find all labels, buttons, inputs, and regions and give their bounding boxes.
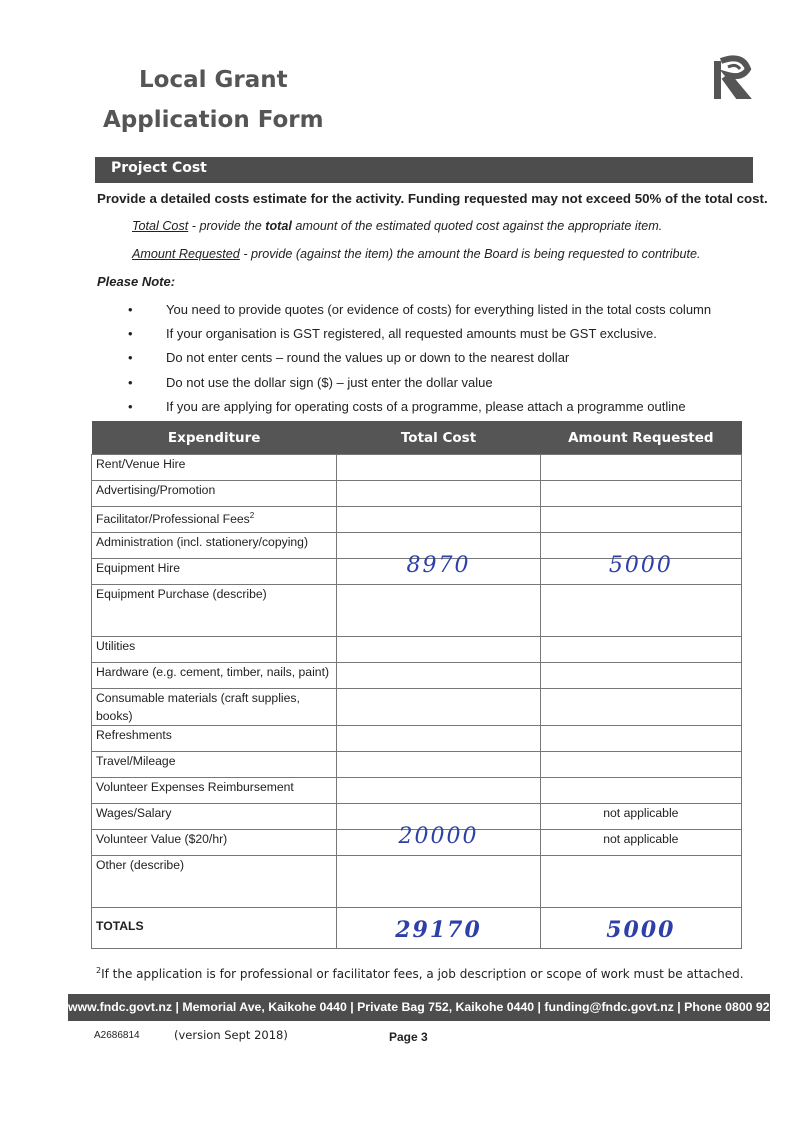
table-row bbox=[92, 559, 742, 585]
table-row bbox=[92, 481, 742, 507]
amount-requested-cell[interactable] bbox=[540, 637, 741, 663]
amount-requested-cell[interactable] bbox=[540, 752, 741, 778]
table-row bbox=[92, 585, 742, 637]
row-label: Equipment Hire bbox=[92, 559, 337, 585]
total-cost-cell[interactable] bbox=[337, 553, 540, 585]
total-cost-cell[interactable] bbox=[337, 856, 540, 908]
handwritten-total: 20000 bbox=[398, 824, 479, 849]
totals-amount-requested[interactable] bbox=[540, 908, 741, 949]
section-title: Project Cost bbox=[111, 160, 207, 176]
council-logo-icon bbox=[712, 53, 752, 99]
amount-requested-cell[interactable] bbox=[540, 726, 741, 752]
table-row bbox=[92, 778, 742, 804]
note-list bbox=[128, 301, 711, 422]
handwritten-total: 29170 bbox=[395, 917, 482, 943]
totals-label: TOTALS bbox=[92, 908, 337, 949]
total-cost-cell[interactable] bbox=[337, 752, 540, 778]
header-expenditure: Expenditure bbox=[92, 421, 337, 455]
form-title-line1: Local Grant bbox=[139, 67, 288, 93]
total-cost-cell[interactable] bbox=[337, 778, 540, 804]
table-row bbox=[92, 752, 742, 778]
row-label: Other (describe) bbox=[92, 856, 337, 908]
handwritten-requested: 5000 bbox=[606, 917, 676, 943]
total-cost-cell[interactable] bbox=[337, 689, 540, 726]
list-item: • Do not enter cents – round the values up or down to the nearest dollar bbox=[128, 349, 711, 373]
row-label: Utilities bbox=[92, 637, 337, 663]
row-label: Rent/Venue Hire bbox=[92, 455, 337, 481]
total-cost-cell[interactable] bbox=[337, 507, 540, 533]
section-header bbox=[95, 157, 753, 183]
totals-row bbox=[92, 908, 742, 949]
page-number: Page 3 bbox=[389, 1030, 428, 1044]
total-cost-cell[interactable] bbox=[337, 726, 540, 752]
row-label-text: Facilitator/Professional Fees bbox=[96, 512, 250, 527]
row-label: Administration (incl. stationery/copying) bbox=[92, 533, 337, 559]
amount-requested-cell[interactable] bbox=[540, 689, 741, 726]
form-title-line2: Application Form bbox=[103, 107, 324, 133]
handwritten-total: 8970 bbox=[406, 553, 471, 578]
version-label: (version Sept 2018) bbox=[174, 1028, 288, 1042]
row-label: Travel/Mileage bbox=[92, 752, 337, 778]
row-label: Consumable materials (craft supplies, books) bbox=[92, 689, 337, 726]
footnote-mark: 2 bbox=[96, 966, 102, 975]
total-cost-cell[interactable] bbox=[337, 663, 540, 689]
table-row bbox=[92, 689, 742, 726]
row-label: Advertising/Promotion bbox=[92, 481, 337, 507]
row-label: Volunteer Value ($20/hr) bbox=[92, 830, 337, 856]
intro-text: Provide a detailed costs estimate for the activity. Funding requested may not exceed 50% of the total cost. bbox=[97, 191, 768, 206]
header-total-cost: Total Cost bbox=[337, 421, 540, 455]
total-cost-post: amount of the estimated quoted cost against the appropriate item. bbox=[291, 219, 663, 233]
row-label: Volunteer Expenses Reimbursement bbox=[92, 778, 337, 804]
total-cost-term: Total Cost bbox=[132, 219, 189, 233]
cost-table bbox=[91, 421, 742, 949]
amount-requested-cell: not applicable bbox=[540, 830, 741, 856]
list-item: • If your organisation is GST registered, all requested amounts must be GST exclusive. bbox=[128, 325, 711, 349]
row-label: Equipment Purchase (describe) bbox=[92, 585, 337, 637]
footnote-ref: 2 bbox=[249, 511, 255, 520]
header-amount-requested: Amount Requested bbox=[540, 421, 741, 455]
amount-requested-definition bbox=[132, 247, 700, 261]
row-label: Wages/Salary bbox=[92, 804, 337, 830]
table-row bbox=[92, 507, 742, 533]
amount-requested-cell[interactable] bbox=[540, 553, 741, 585]
table-row bbox=[92, 830, 742, 856]
amount-requested-cell[interactable] bbox=[540, 481, 741, 507]
total-cost-definition bbox=[132, 219, 662, 233]
totals-total-cost[interactable] bbox=[337, 908, 540, 949]
total-cost-cell[interactable] bbox=[337, 455, 540, 481]
row-label bbox=[92, 507, 337, 533]
amount-requested-cell[interactable] bbox=[540, 507, 741, 533]
list-item: • If you are applying for operating costs of a programme, please attach a programme outline bbox=[128, 398, 711, 422]
total-cost-cell[interactable] bbox=[337, 824, 540, 856]
table-row bbox=[92, 663, 742, 689]
table-row bbox=[92, 637, 742, 663]
list-item: • Do not use the dollar sign ($) – just enter the dollar value bbox=[128, 374, 711, 398]
total-cost-cell[interactable] bbox=[337, 585, 540, 637]
amount-requested-text: - provide (against the item) the amount the Board is being requested to contribute. bbox=[239, 247, 701, 261]
list-item: • You need to provide quotes (or evidence of costs) for everything listed in the total costs column bbox=[128, 301, 711, 325]
amount-requested-cell[interactable] bbox=[540, 455, 741, 481]
table-header-row bbox=[92, 421, 742, 455]
table-row bbox=[92, 726, 742, 752]
footnote-text: If the application is for professional or facilitator fees, a job description or scope of work must be attached. bbox=[101, 967, 744, 981]
amount-requested-cell[interactable] bbox=[540, 585, 741, 637]
amount-requested-cell: not applicable bbox=[540, 804, 741, 830]
total-cost-bold: total bbox=[265, 219, 292, 233]
row-label: Refreshments bbox=[92, 726, 337, 752]
total-cost-cell[interactable] bbox=[337, 637, 540, 663]
amount-requested-cell[interactable] bbox=[540, 663, 741, 689]
amount-requested-cell[interactable] bbox=[540, 778, 741, 804]
amount-requested-cell[interactable] bbox=[540, 856, 741, 908]
row-label: Hardware (e.g. cement, timber, nails, paint) bbox=[92, 663, 337, 689]
table-row bbox=[92, 455, 742, 481]
amount-requested-term: Amount Requested bbox=[132, 247, 240, 261]
total-cost-cell[interactable] bbox=[337, 481, 540, 507]
footnote bbox=[96, 966, 744, 981]
total-cost-pre: - provide the bbox=[188, 219, 266, 233]
note-title: Please Note: bbox=[97, 274, 176, 289]
footer-contact-bar: www.fndc.govt.nz | Memorial Ave, Kaikohe 0440 | Private Bag 752, Kaikohe 0440 | funding@fndc.govt.nz | Phone 0800 920 029 bbox=[68, 994, 770, 1021]
document-reference: A2686814 bbox=[94, 1030, 140, 1041]
table-row bbox=[92, 856, 742, 908]
handwritten-requested: 5000 bbox=[608, 553, 673, 578]
